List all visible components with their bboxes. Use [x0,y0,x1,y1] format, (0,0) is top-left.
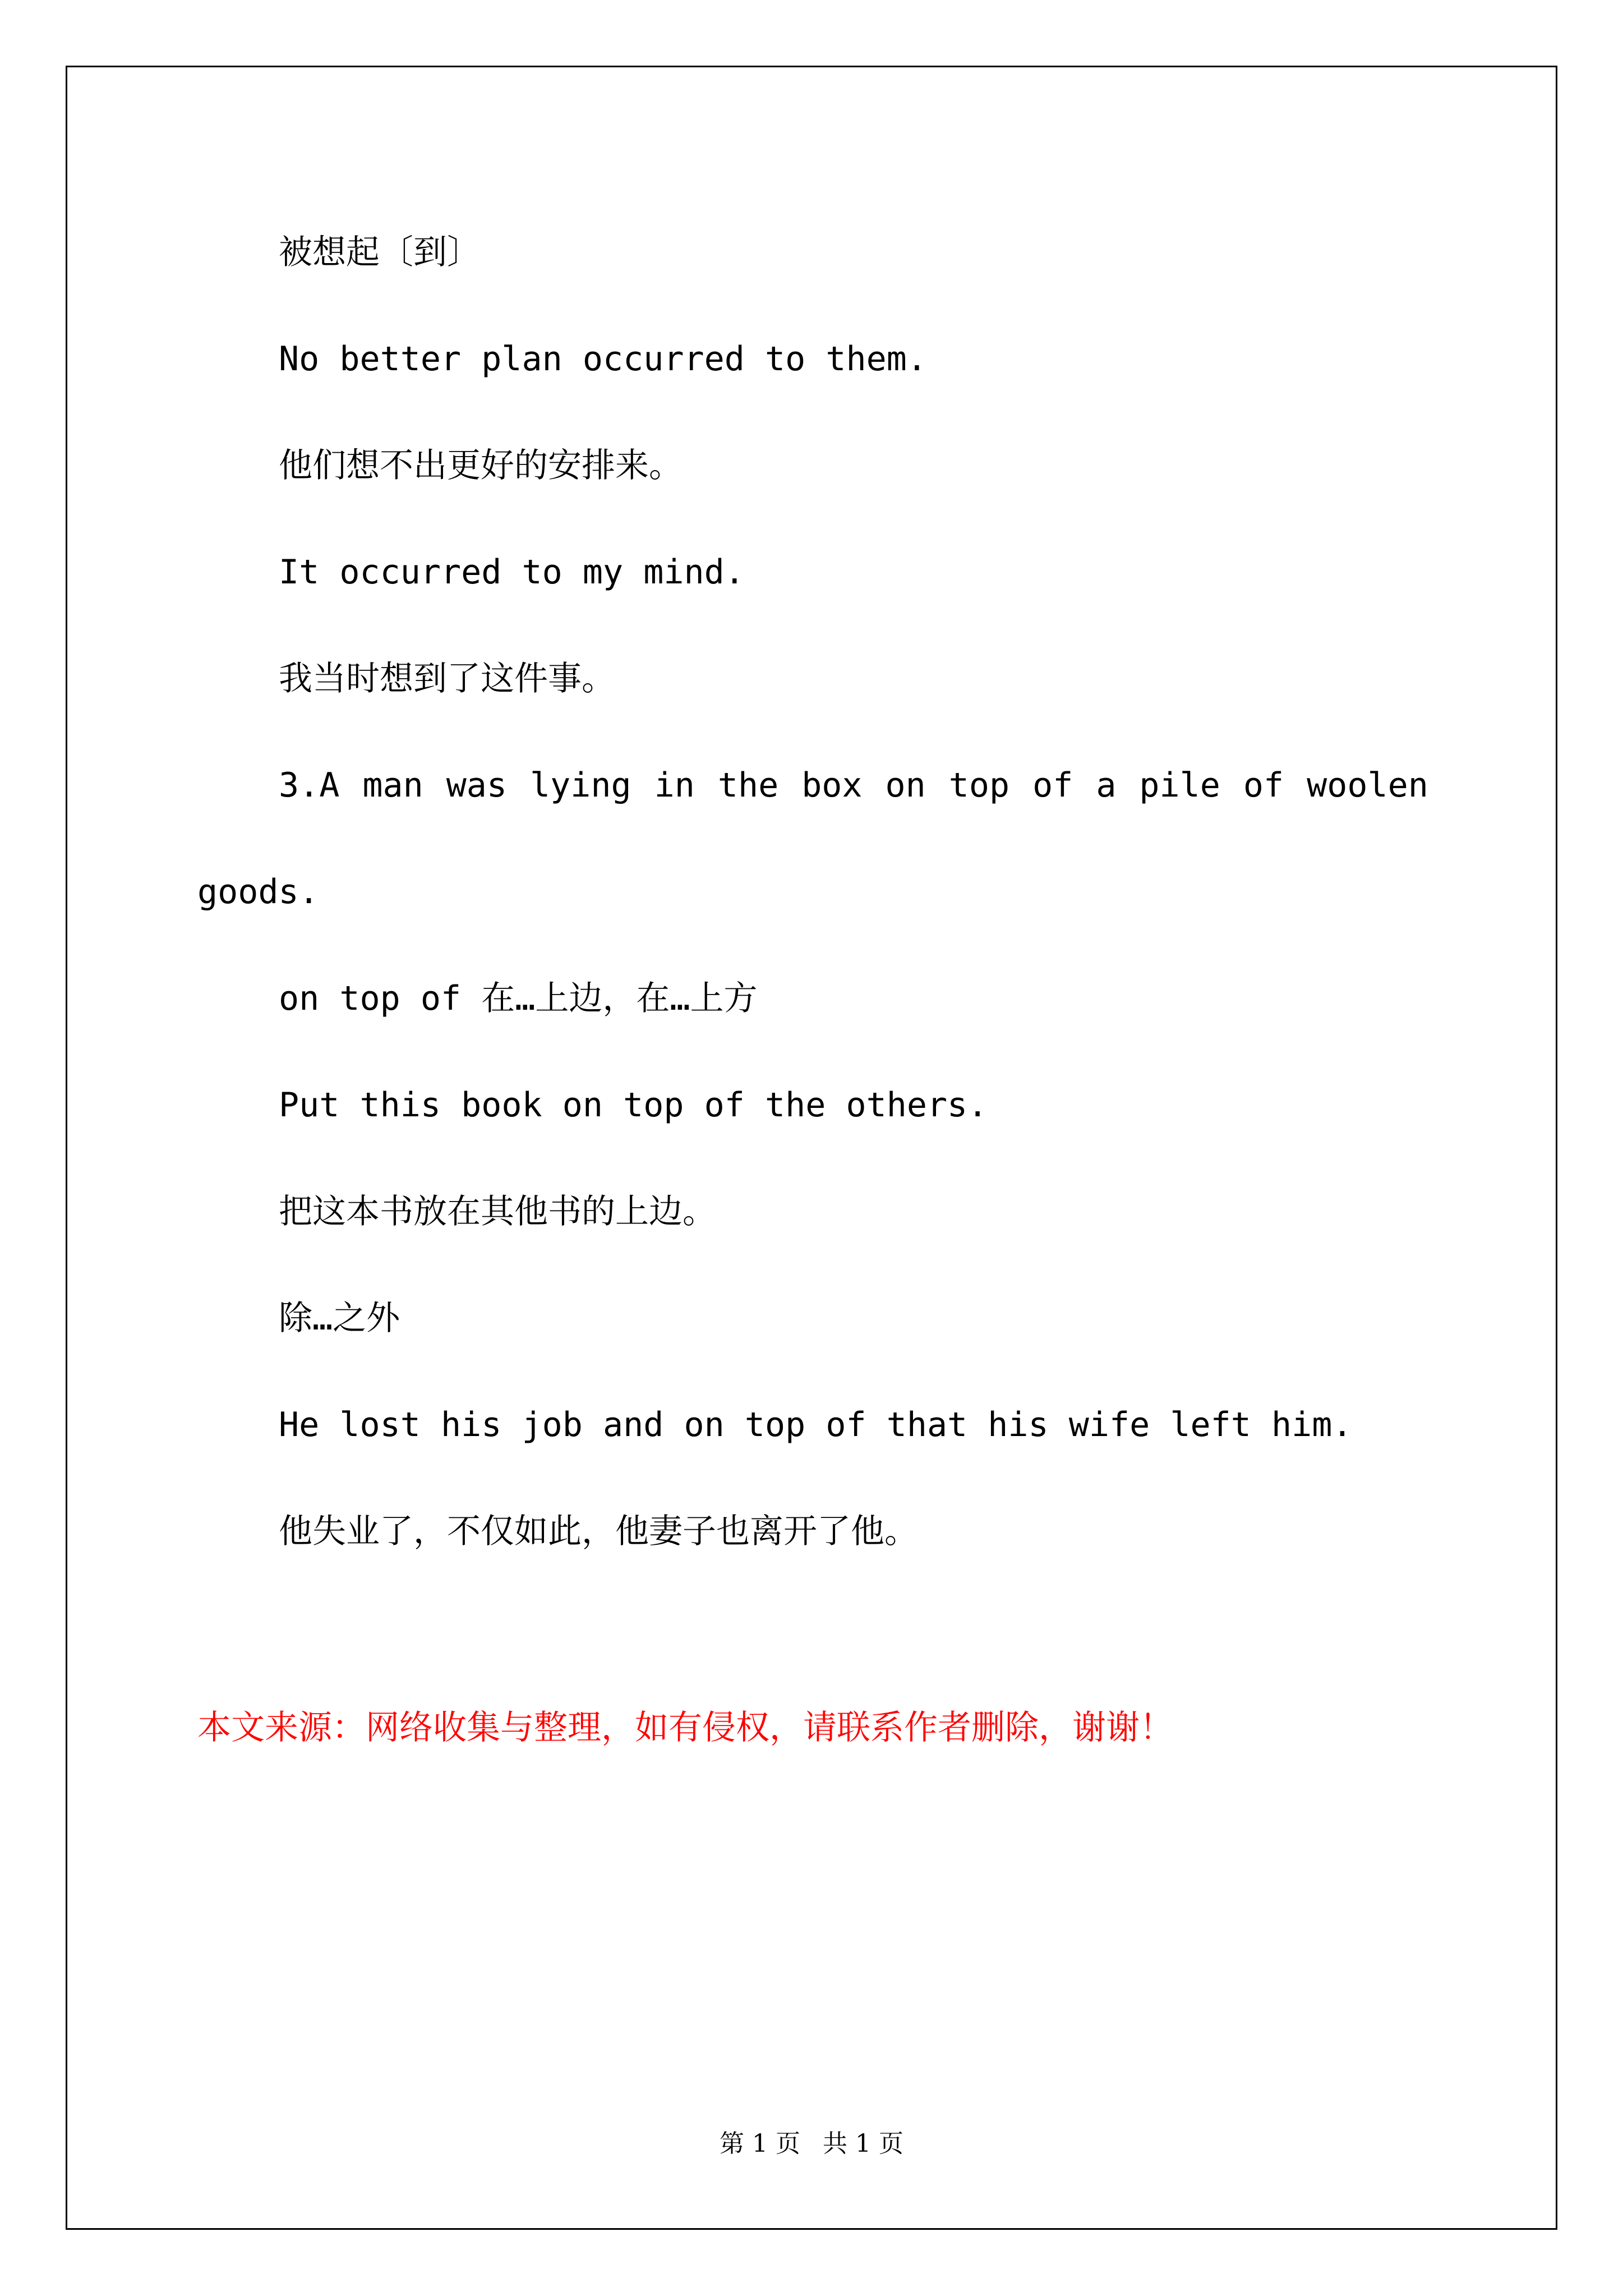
text-line-5: 我当时想到了这件事。 [279,659,615,698]
justified-word: pile [1139,766,1220,805]
copyright-notice: 本文来源：网络收集与整理，如有侵权，请联系作者删除，谢谢！ [197,1708,1173,1747]
text-line-4: It occurred to my mind. [279,553,745,592]
text-line-12: He lost his job and on top of that his wife left him. [279,1405,1353,1444]
page-total: 共 1 页 [823,2129,903,2158]
justified-word: of [1243,766,1284,805]
page-border [66,66,1557,2230]
justified-word: a [1096,766,1117,805]
page-number: 第 1 页 [720,2129,800,2158]
justified-word: was [446,766,508,805]
justified-word: of [1032,766,1073,805]
text-line-6 [279,763,1428,808]
justified-word: top [948,766,1010,805]
justified-word: 3.A [279,766,340,805]
text-line-10: 把这本书放在其他书的上边。 [279,1192,716,1231]
text-line-9: Put this book on top of the others. [279,1085,988,1125]
justified-word: on [885,766,926,805]
justified-word: box [801,766,863,805]
text-line-11: 除…之外 [279,1299,400,1338]
page-footer [0,2127,1623,2161]
text-line-2: No better plan occurred to them. [279,339,927,379]
text-line-8: on top of 在…上边，在…上方 [279,979,758,1018]
justified-word: lying [530,766,631,805]
text-line-3: 他们想不出更好的安排来。 [279,446,683,485]
justified-word: woolen [1307,766,1428,805]
text-line-7: goods. [197,872,319,912]
justified-word: the [717,766,779,805]
text-line-13: 他失业了，不仅如此，他妻子也离开了他。 [279,1512,918,1551]
text-line-1: 被想起〔到〕 [279,233,481,272]
justified-word: man [362,766,423,805]
justified-word: in [654,766,695,805]
